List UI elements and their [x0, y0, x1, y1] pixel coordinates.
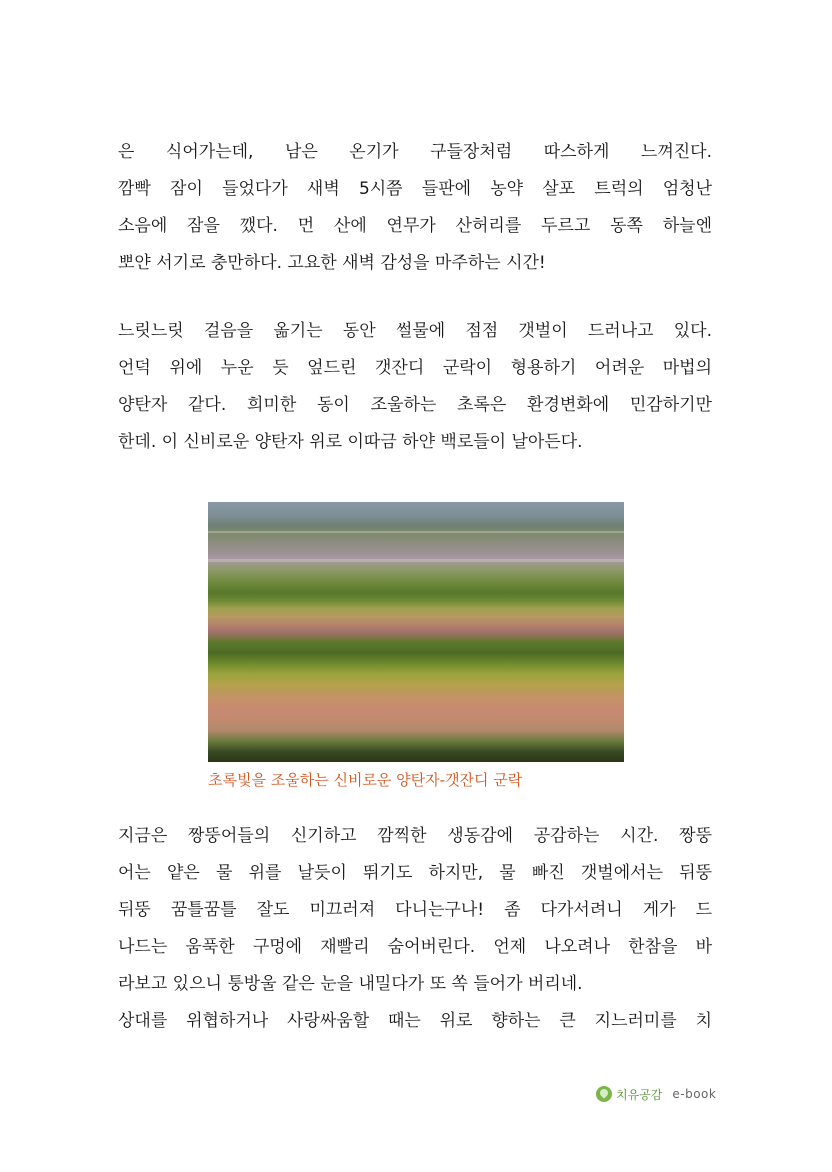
text-line: 어는 얕은 물 위를 날듯이 뛰기도 하지만, 물 빠진 갯벌에서는 뒤뚱 — [118, 863, 712, 883]
text-line: 양탄자 같다. 희미한 동이 조울하는 초록은 환경변화에 민감하기만 — [118, 395, 712, 415]
text-line: 소음에 잠을 깼다. 먼 산에 연무가 산허리를 두르고 동쪽 하늘엔 — [118, 216, 712, 236]
footer-brand — [596, 1084, 716, 1104]
photo-caption: 초록빛을 조울하는 신비로운 양탄자-갯잔디 군락 — [208, 771, 523, 789]
tideland-grass-photo — [208, 502, 624, 762]
text-line: 상대를 위협하거나 사랑싸움할 때는 위로 향하는 큰 지느러미를 치 — [118, 1011, 712, 1031]
text-line: 깜빡 잠이 들었다가 새벽 5시쯤 들판에 농약 살포 트럭의 엄청난 — [118, 179, 712, 199]
text-line: 라보고 있으니 퉁방울 같은 눈을 내밀다가 또 쏙 들어가 버리네. — [118, 974, 583, 994]
ebook-label: e-book — [672, 1087, 717, 1101]
paragraph-1 — [118, 134, 712, 282]
text-line: 뽀얀 서기로 충만하다. 고요한 새벽 감성을 마주하는 시간! — [118, 253, 546, 273]
text-line: 나드는 움푹한 구멍에 재빨리 숨어버린다. 언제 나오려나 한참을 바 — [118, 937, 712, 957]
brand-name: 치유공감 — [616, 1087, 663, 1102]
text-line: 느릿느릿 걸음을 옮기는 동안 썰물에 점점 갯벌이 드러나고 있다. — [118, 321, 712, 341]
paragraph-2 — [118, 313, 712, 461]
photo-mist-streak — [208, 531, 624, 533]
text-line: 뒤뚱 꿈틀꿈틀 잘도 미끄러져 다니는구나! 좀 다가서려니 게가 드 — [118, 900, 712, 920]
photo-water-streak — [208, 559, 624, 562]
text-line: 은 식어가는데, 남은 온기가 구들장처럼 따스하게 느껴진다. — [118, 142, 712, 162]
leaf-logo-icon — [596, 1086, 612, 1102]
text-line: 언덕 위에 누운 듯 엎드린 갯잔디 군락이 형용하기 어려운 마법의 — [118, 358, 712, 378]
text-line: 지금은 짱뚱어들의 신기하고 깜찍한 생동감에 공감하는 시간. 짱뚱 — [118, 826, 712, 846]
paragraph-3 — [118, 818, 712, 1040]
text-line: 한데. 이 신비로운 양탄자 위로 이따금 하얀 백로들이 날아든다. — [118, 432, 583, 452]
